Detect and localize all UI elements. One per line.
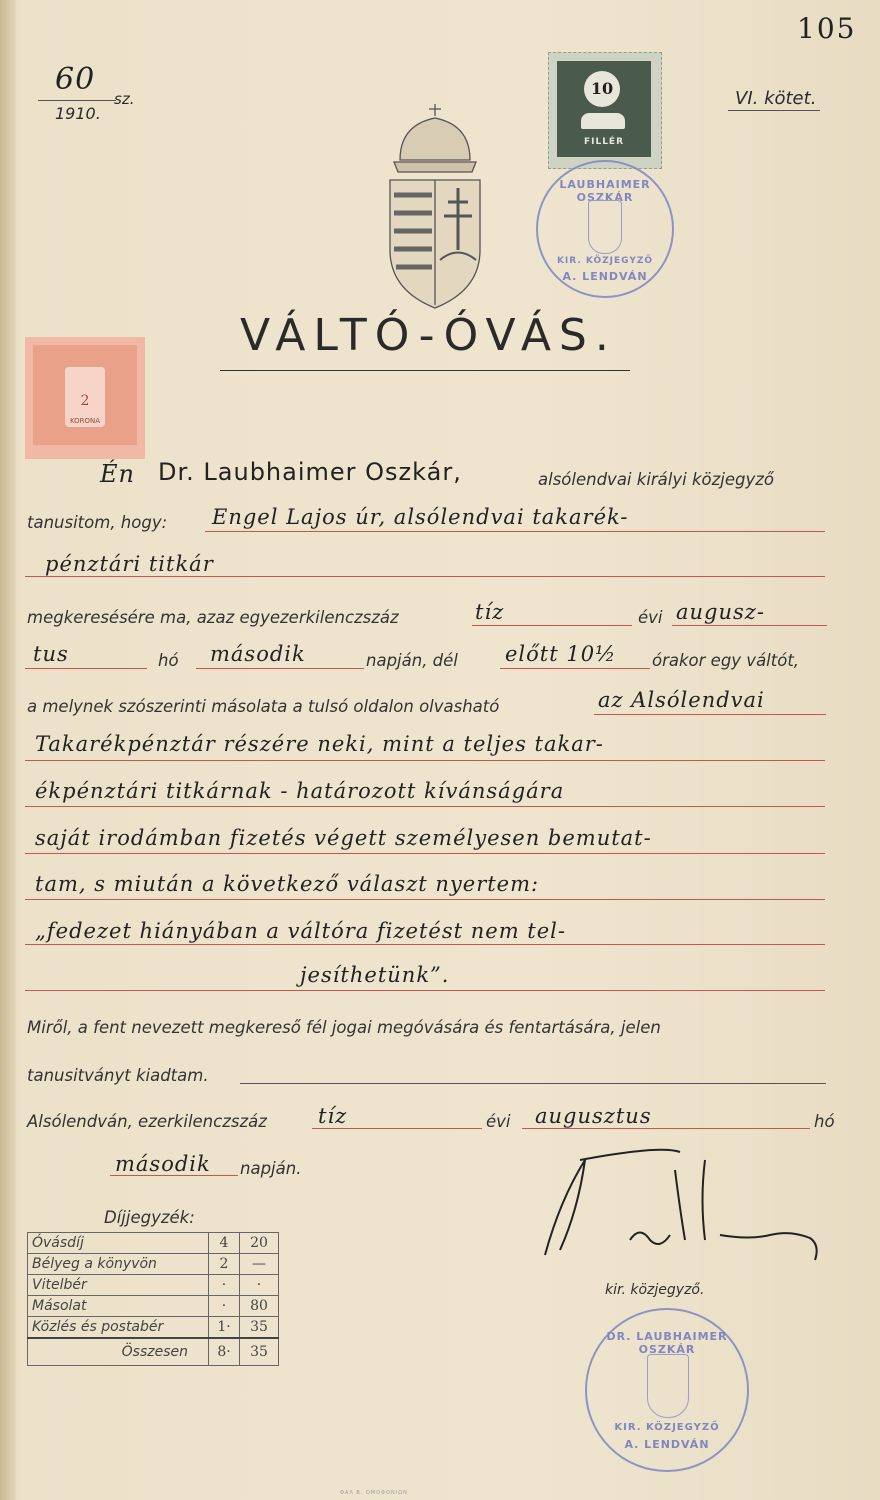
hand-body-6: „fedezet hiányában a váltóra fizetést nem tel- bbox=[35, 919, 566, 943]
seal-shield-icon bbox=[588, 200, 622, 254]
revenue-stamp-2-korona bbox=[25, 337, 145, 459]
alsolendvan-text: Alsólendván, ezerkilenczszáz bbox=[27, 1112, 267, 1131]
fill-line bbox=[25, 853, 825, 854]
stamp-crown-icon bbox=[581, 113, 625, 129]
seal-top-text: LAUBHAIMER OSZKÁR bbox=[559, 178, 651, 204]
fees-total-row bbox=[28, 1338, 279, 1366]
fees-row bbox=[28, 1254, 279, 1275]
volume-rule bbox=[728, 110, 820, 111]
notary-seal-top bbox=[536, 160, 674, 298]
fee-total-filler: 35 bbox=[240, 1338, 279, 1366]
fill-line bbox=[522, 1128, 810, 1129]
entry-number-rule bbox=[38, 100, 116, 101]
fee-korona: 2 bbox=[209, 1254, 240, 1275]
fees-row bbox=[28, 1233, 279, 1254]
fill-line bbox=[472, 625, 632, 626]
volume-label: VI. kötet. bbox=[735, 88, 817, 109]
hand-month-end: tus bbox=[33, 642, 69, 666]
fee-korona: · bbox=[209, 1296, 240, 1317]
notary-seal-bottom bbox=[585, 1308, 749, 1472]
fill-line bbox=[500, 668, 650, 669]
fees-title: Díjjegyzék: bbox=[104, 1208, 195, 1227]
fee-label: Óvásdíj bbox=[28, 1233, 209, 1254]
seal2-shield-icon bbox=[647, 1354, 689, 1418]
hand-body-2: Takarékpénztár részére neki, mint a teljes takar- bbox=[35, 732, 604, 756]
hand-month-3: augusztus bbox=[535, 1104, 652, 1128]
seal-middle-text: KIR. KÖZJEGYZŐ bbox=[556, 256, 654, 266]
fill-line bbox=[25, 806, 825, 807]
hand-requester-1: Engel Lajos úr, alsólendvai takarék- bbox=[212, 505, 629, 529]
hand-day: második bbox=[210, 642, 306, 666]
entry-year: 1910. bbox=[55, 104, 101, 123]
entry-number: 60 bbox=[55, 62, 96, 97]
seal2-bottom-text: A. LENDVÁN bbox=[624, 1438, 710, 1451]
fee-filler: 20 bbox=[240, 1233, 279, 1254]
printer-imprint: ΦΑΛ Β. ΟΜΟΦΟΝΙΩΝ bbox=[340, 1490, 408, 1496]
fee-korona: 1· bbox=[209, 1317, 240, 1339]
fee-filler: 35 bbox=[240, 1317, 279, 1339]
fill-line bbox=[594, 714, 826, 715]
stamp-value: 2 bbox=[80, 393, 90, 409]
hand-year-word: tíz bbox=[475, 600, 505, 624]
document-title: VÁLTÓ-ÓVÁS. bbox=[240, 310, 617, 361]
blank-line bbox=[240, 1083, 826, 1084]
hand-en: Én bbox=[100, 460, 135, 488]
sz-label: sz. bbox=[114, 90, 135, 108]
fees-row bbox=[28, 1296, 279, 1317]
fill-line bbox=[110, 1175, 238, 1176]
fee-filler: — bbox=[240, 1254, 279, 1275]
signature-title: kir. közjegyző. bbox=[605, 1282, 705, 1298]
page-binding-edge bbox=[0, 0, 16, 1500]
hand-year-word-2: tíz bbox=[318, 1104, 348, 1128]
orakor-text: órakor egy váltót, bbox=[652, 651, 800, 670]
fee-label: Bélyeg a könyvön bbox=[28, 1254, 209, 1275]
fee-label: Vitelbér bbox=[28, 1275, 209, 1296]
fees-table bbox=[27, 1232, 279, 1366]
notary-role: alsólendvai királyi közjegyző bbox=[538, 470, 775, 489]
seal2-middle-text: KIR. KÖZJEGYZŐ bbox=[614, 1422, 720, 1433]
hand-month: augusz- bbox=[676, 600, 765, 624]
fee-total-label: Összesen bbox=[28, 1338, 209, 1366]
hand-body-3: ékpénztári titkárnak - határozott kívánságára bbox=[35, 779, 565, 803]
hand-day-2: második bbox=[115, 1152, 211, 1176]
hand-requester-2: pénztári titkár bbox=[45, 552, 214, 576]
stamp-label: FILLÉR bbox=[583, 137, 625, 147]
hand-time: előtt 10½ bbox=[505, 642, 617, 666]
fee-total-korona: 8· bbox=[209, 1338, 240, 1366]
fill-line bbox=[205, 531, 825, 532]
stamp-value: 10 bbox=[584, 71, 620, 107]
fill-line bbox=[25, 760, 825, 761]
stamp-label: KORONA bbox=[69, 417, 101, 425]
seal-bottom-text: A. LENDVÁN bbox=[562, 270, 648, 283]
title-rule bbox=[220, 370, 630, 371]
fill-line bbox=[25, 990, 825, 991]
hand-body-4: saját irodámban fizetés végett személyesen bemutat- bbox=[35, 826, 652, 850]
tanusitom-label: tanusitom, hogy: bbox=[27, 513, 168, 532]
a-melynek-text: a melynek szószerinti másolata a tulsó oldalon olvasható bbox=[27, 697, 500, 716]
mirol-text: Miről, a fent nevezett megkereső fél jogai megóvására és fentartására, jelen bbox=[27, 1018, 661, 1037]
fill-line bbox=[312, 1128, 482, 1129]
hand-body-1: az Alsólendvai bbox=[598, 688, 765, 712]
coat-of-arms-emblem bbox=[380, 100, 490, 315]
megkeresesere-text: megkeresésére ma, azaz egyezerkilenczszáz bbox=[27, 608, 399, 627]
fee-korona: · bbox=[209, 1275, 240, 1296]
fill-line bbox=[672, 625, 827, 626]
evi-label: évi bbox=[638, 608, 663, 627]
fill-line bbox=[25, 668, 147, 669]
napjan-del-label: napján, dél bbox=[366, 651, 458, 670]
hand-body-7: jesíthetünk”. bbox=[300, 963, 450, 987]
revenue-stamp-10-filler bbox=[548, 52, 662, 169]
hand-body-5: tam, s miután a következő választ nyertem: bbox=[35, 872, 540, 896]
fee-label: Közlés és postabér bbox=[28, 1317, 209, 1339]
fill-line bbox=[25, 944, 825, 945]
napjan-text: napján. bbox=[240, 1159, 302, 1178]
fill-line bbox=[196, 668, 364, 669]
fee-label: Másolat bbox=[28, 1296, 209, 1317]
ho-label: hó bbox=[158, 651, 179, 670]
fee-filler: 80 bbox=[240, 1296, 279, 1317]
fill-line bbox=[25, 899, 825, 900]
fee-korona: 4 bbox=[209, 1233, 240, 1254]
fees-row bbox=[28, 1317, 279, 1339]
ho-label-2: hó bbox=[814, 1112, 835, 1131]
page-number: 105 bbox=[797, 12, 857, 45]
fees-row bbox=[28, 1275, 279, 1296]
fill-line bbox=[25, 576, 825, 577]
tanusitvanyt-text: tanusitványt kiadtam. bbox=[27, 1066, 209, 1085]
seal2-top-text: DR. LAUBHAIMER OSZKÁR bbox=[606, 1330, 728, 1356]
evi-label-2: évi bbox=[486, 1112, 511, 1131]
notary-name: Dr. Laubhaimer Oszkár, bbox=[158, 458, 462, 486]
fee-filler: · bbox=[240, 1275, 279, 1296]
